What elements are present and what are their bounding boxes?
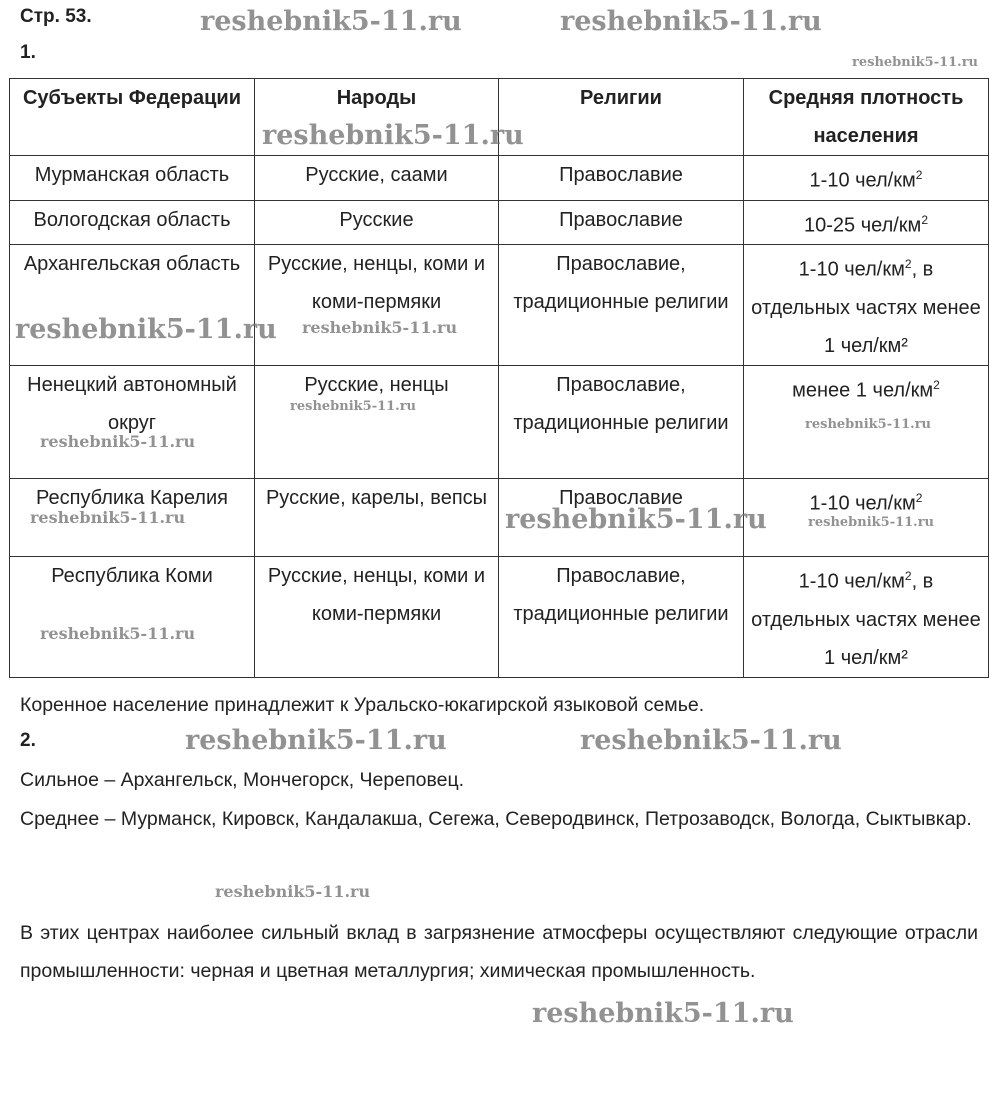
- watermark: reshebnik5-11.ru: [808, 515, 935, 530]
- cell-religion: Православие, традиционные религии: [499, 365, 744, 478]
- density-exponent: 2: [921, 212, 928, 227]
- watermark: reshebnik5-11.ru: [532, 998, 794, 1029]
- cell-peoples: Русские, саами: [255, 156, 499, 201]
- cell-peoples: Русские, ненцы: [255, 365, 499, 478]
- cell-religion: Православие, традиционные религии: [499, 556, 744, 677]
- cell-religion: Православие, традиционные религии: [499, 245, 744, 366]
- table-row: [10, 556, 989, 677]
- header-density: Средняя плотность населения: [744, 79, 989, 156]
- watermark: reshebnik5-11.ru: [290, 399, 417, 414]
- cell-density: [744, 556, 989, 677]
- regions-table: [9, 78, 989, 678]
- cell-subject: Архангельская область: [10, 245, 255, 366]
- watermark: reshebnik5-11.ru: [262, 120, 524, 151]
- cell-peoples: Русские: [255, 200, 499, 245]
- note-text: Коренное население принадлежит к Уральско-юкагирской языковой семье.: [20, 694, 705, 716]
- header-peoples: Народы: [255, 79, 499, 156]
- density-exponent: 2: [915, 168, 923, 182]
- density-text: , в отдельных частях менее 1 чел/км²: [751, 258, 981, 357]
- density-text: , в отдельных частях менее 1 чел/км²: [751, 570, 981, 669]
- cell-density: [744, 478, 989, 556]
- task-2-label: 2.: [20, 730, 36, 751]
- density-exponent: 2: [904, 568, 912, 583]
- cell-religion: Православие: [499, 478, 744, 556]
- watermark: reshebnik5-11.ru: [302, 318, 458, 337]
- table-row: [10, 245, 989, 366]
- density-text: 1-10 чел/км: [809, 492, 916, 515]
- watermark: reshebnik5-11.ru: [852, 55, 979, 70]
- header-religions: Религии: [499, 79, 744, 156]
- watermark: reshebnik5-11.ru: [580, 725, 842, 756]
- watermark: reshebnik5-11.ru: [215, 882, 371, 901]
- watermark: reshebnik5-11.ru: [30, 508, 186, 527]
- table-row: [10, 478, 989, 556]
- density-exponent: 2: [933, 377, 940, 392]
- table-row: [10, 200, 989, 245]
- cell-subject: Мурманская область: [10, 156, 255, 201]
- density-text: менее 1 чел/км: [792, 379, 934, 402]
- density-exponent: 2: [904, 257, 912, 272]
- cell-subject: Республика Карелия: [10, 478, 255, 556]
- watermark: reshebnik5-11.ru: [805, 417, 932, 432]
- strong-pollution-text: Сильное – Архангельск, Мончегорск, Череповец.: [20, 769, 465, 791]
- cell-density: [744, 156, 989, 201]
- page-label: Стр. 53.: [20, 6, 92, 27]
- header-subjects: Субъекты Федерации: [10, 79, 255, 156]
- cell-peoples: Русские, ненцы, коми и коми-пермяки: [255, 556, 499, 677]
- cell-subject: Ненецкий автономный округ: [10, 365, 255, 478]
- cell-peoples: Русские, ненцы, коми и коми-пермяки: [255, 245, 499, 366]
- density-text: 1-10 чел/км: [798, 258, 905, 281]
- watermark: reshebnik5-11.ru: [185, 725, 447, 756]
- conclusion-text: В этих центрах наиболее сильный вклад в загрязнение атмосферы осуществляют следующие отрасли промышленности: черная и цветная металлургия; химическая промышленность.: [20, 922, 978, 982]
- watermark: reshebnik5-11.ru: [200, 6, 462, 37]
- table-row: [10, 156, 989, 201]
- cell-peoples: Русские, карелы, вепсы: [255, 478, 499, 556]
- cell-density: [744, 200, 989, 245]
- density-exponent: 2: [915, 490, 923, 505]
- watermark: reshebnik5-11.ru: [505, 504, 767, 535]
- table-row: [10, 365, 989, 478]
- cell-density: [744, 245, 989, 366]
- table-header-row: [10, 79, 989, 156]
- watermark: reshebnik5-11.ru: [40, 432, 196, 451]
- watermark: reshebnik5-11.ru: [15, 314, 277, 345]
- cell-density: [744, 365, 989, 478]
- density-text: 1-10 чел/км: [798, 570, 905, 593]
- cell-subject: Республика Коми: [10, 556, 255, 677]
- cell-religion: Православие: [499, 200, 744, 245]
- cell-religion: Православие: [499, 156, 744, 201]
- density-text: 1-10 чел/км: [809, 169, 916, 192]
- cell-subject: Вологодская область: [10, 200, 255, 245]
- watermark: reshebnik5-11.ru: [560, 6, 822, 37]
- watermark: reshebnik5-11.ru: [40, 624, 196, 643]
- medium-pollution-text: Среднее – Мурманск, Кировск, Кандалакша, Сегежа, Северодвинск, Петрозаводск, Вологда, Сыктывкар.: [20, 808, 972, 830]
- density-text: 10-25 чел/км: [803, 214, 922, 237]
- task-1-label: 1.: [20, 42, 36, 63]
